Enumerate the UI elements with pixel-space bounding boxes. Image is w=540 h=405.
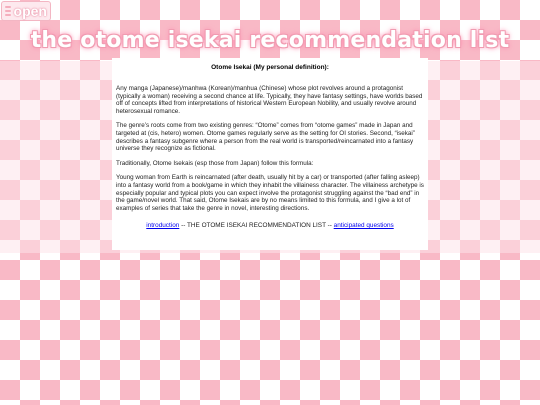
anticipated-questions-link[interactable]: anticipated questions (333, 222, 394, 230)
definition-heading: Otome Isekai (My personal definition): (211, 64, 329, 71)
content-panel (112, 58, 428, 250)
open-menu-button[interactable] (1, 1, 51, 21)
nav-current-page: THE OTOME ISEKAI RECOMMENDATION LIST (187, 222, 326, 230)
paragraph-formula-intro: Traditionally, Otome Isekais (esp those from Japan) follow this formula: (116, 159, 314, 167)
nav-separator-left: -- (179, 222, 188, 230)
nav-separator-right: -- (325, 222, 334, 230)
introduction-link[interactable]: introduction (146, 222, 180, 230)
paragraph-genre-roots: The genre’s roots come from two existing genres: “Otome” comes from “otome games” made in Japan and targeted at (cis, hetero) women. Otome games regularly serve as the setting for OI stories. Second, “isekai” describes a fantasy subgenre where a person from the real world is transported/reincarnated into a fantasy universe they recognize as fictional. (116, 122, 415, 153)
page-navigation (116, 222, 424, 230)
paragraph-formula: Young woman from Earth is reincarnated (after death, usually hit by a car) or transported (after falling asleep) into a fantasy world from a book/game in which they inhabit the villainess character. The villainess archetype is especially popular and typical plots you can expect involve the protagonist struggling against the “bad end” in the game/novel world. That said, Otome Isekais are by no means limited to this formula, and I give a lot of examples of series that take the genre in novel, interesting directions. (116, 174, 424, 212)
open-menu-label: open (13, 3, 47, 19)
hamburger-icon (5, 6, 11, 16)
site-title: the otome isekai recommendation list (30, 28, 510, 53)
paragraph-definition: Any manga (Japanese)/manhwa (Korean)/manhua (Chinese) whose plot revolves around a protagonist (typically a woman) receiving a second chance at life. Typically, they have fantasy settings, have worlds based off of concepts lifted from interpretations of historical Western European Nobility, and usually revolve around heterosexual romance. (116, 85, 423, 115)
